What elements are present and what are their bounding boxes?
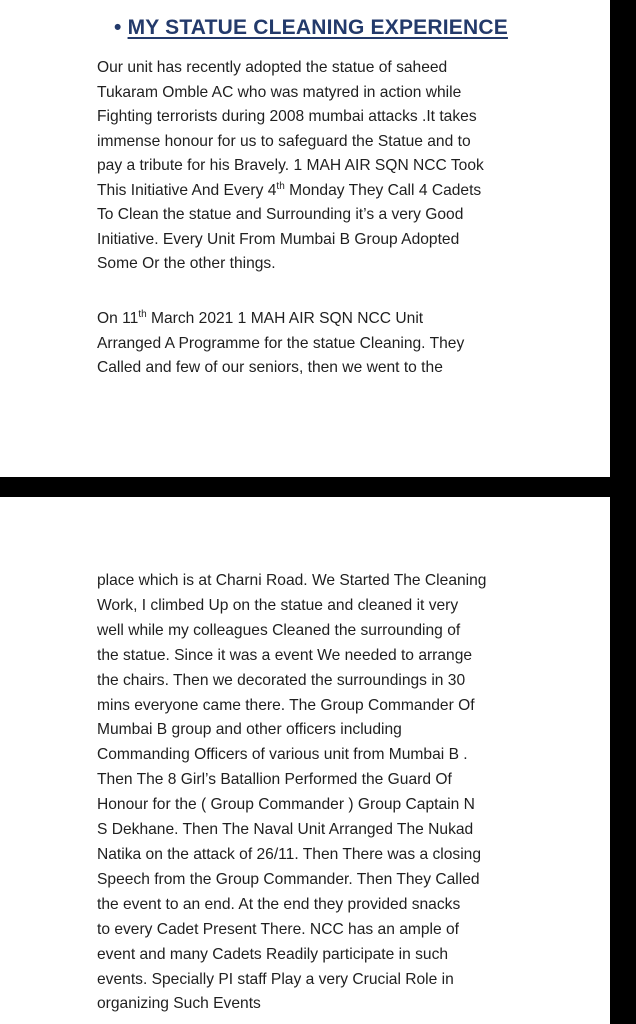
text-line: pay a tribute for his Bravely. 1 MAH AIR SQN NCC Took <box>97 157 484 174</box>
text-line: the event to an end. At the end they provided snacks <box>97 895 461 913</box>
text-line <box>97 179 537 204</box>
text-line: immense honour for us to safeguard the Statue and to <box>97 132 471 150</box>
text-line: Natika on the attack of 26/11. Then There was a closing <box>97 845 482 863</box>
text-line: Tukaram Omble AC who was matyred in action while <box>97 83 462 101</box>
text-line: to every Cadet Present There. NCC has an ample of <box>97 920 460 938</box>
text-line: Our unit has recently adopted the statue of saheed <box>97 59 448 76</box>
text-line: Fighting terrorists during 2008 mumbai attacks .It takes <box>97 108 477 125</box>
text-line: Work, I climbed Up on the statue and cleaned it very <box>97 596 459 614</box>
paragraph-1 <box>97 56 537 277</box>
text-line: S Dekhane. Then The Naval Unit Arranged The Nukad <box>97 821 474 839</box>
title-bullet: • <box>114 16 122 39</box>
text-segment: On 11 <box>97 310 139 327</box>
text-line: Mumbai B group and other officers including <box>97 721 402 739</box>
document-page-2 <box>0 497 610 1024</box>
text-line: Speech from the Group Commander. Then They Called <box>97 870 480 888</box>
superscript: th <box>276 180 285 192</box>
text-line: Arranged A Programme for the statue Cleaning. They <box>97 334 465 352</box>
document-page-1 <box>0 0 610 477</box>
text-line: mins everyone came there. The Group Commander Of <box>97 696 475 714</box>
text-segment: March 2021 1 MAH AIR SQN NCC Unit <box>146 310 424 327</box>
text-line: organizing Such Events <box>97 995 261 1013</box>
text-line: place which is at Charni Road. We Started The Cleaning <box>97 572 487 589</box>
text-line: the chairs. Then we decorated the surroundings in 30 <box>97 671 466 689</box>
text-line: To Clean the statue and Surrounding it’s a very Good <box>97 206 464 223</box>
text-segment: Monday They Call 4 Cadets <box>284 181 482 199</box>
text-line: the statue. Since it was a event We needed to arrange <box>97 646 473 664</box>
text-line: events. Specially PI staff Play a very Crucial Role in <box>97 970 454 988</box>
text-line: Some Or the other things. <box>97 255 276 272</box>
text-line: well while my colleagues Cleaned the surrounding of <box>97 621 461 639</box>
text-line: event and many Cadets Readily participate in such <box>97 945 449 963</box>
paragraph-3 <box>97 569 537 1017</box>
text-segment: This Initiative And Every 4 <box>97 181 277 199</box>
title-text: MY STATUE CLEANING EXPERIENCE <box>127 16 508 39</box>
text-line: Then The 8 Girl’s Batallion Performed the Guard Of <box>97 771 452 789</box>
text-line: Commanding Officers of various unit from Mumbai B . <box>97 746 468 764</box>
text-line <box>97 307 537 332</box>
page-title <box>114 16 508 40</box>
text-line: Initiative. Every Unit From Mumbai B Group Adopted <box>97 230 460 248</box>
superscript: th <box>138 308 147 320</box>
text-line: Honour for the ( Group Commander ) Group Captain N <box>97 796 475 814</box>
text-line: Called and few of our seniors, then we went to the <box>97 359 443 376</box>
paragraph-2 <box>97 307 537 381</box>
